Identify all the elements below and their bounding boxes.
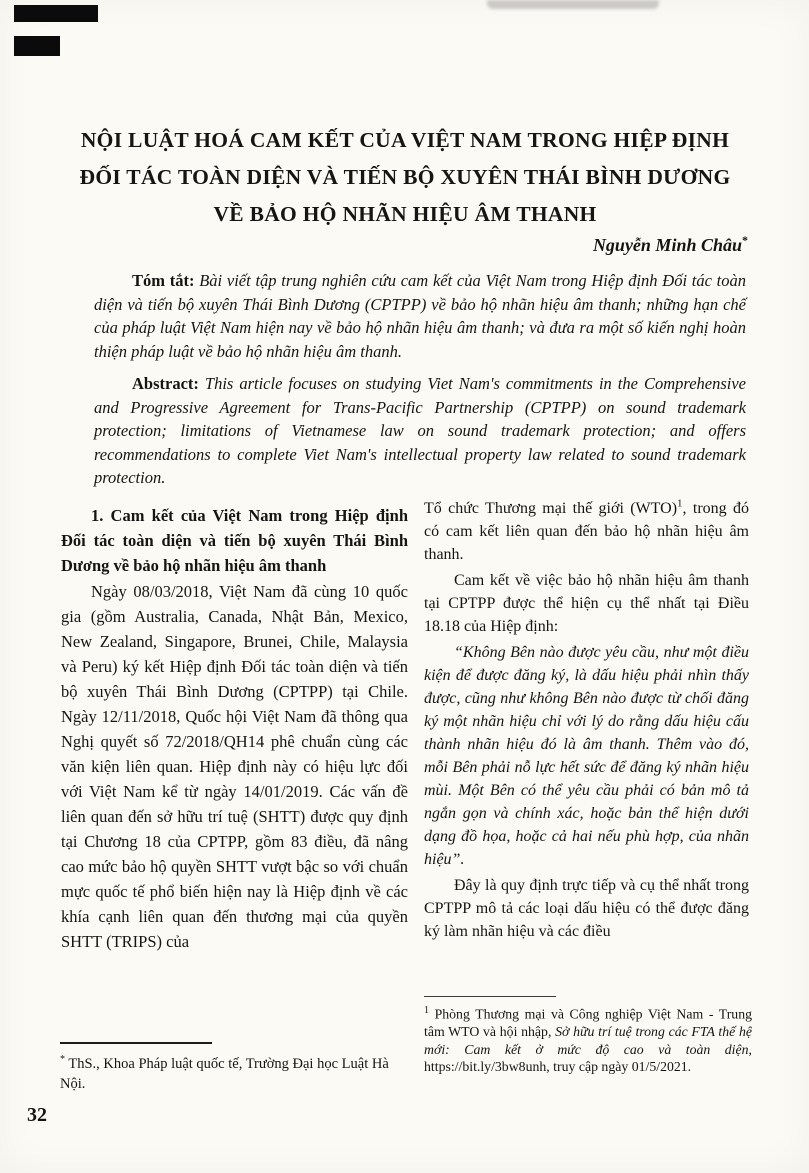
treaty-quote-paragraph: “Không Bên nào được yêu cầu, như một điều kiện để được đăng ký, là dấu hiệu phải nhìn thấy được, cũng như không Bên nào được từ chối đăng ký một nhãn hiệu chỉ với lý do rằng dấu hiệu cấu thành nhãn hiệu đó là âm thanh. Thêm vào đó, mỗi Bên phải nỗ lực hết sức để đăng ký nhãn hiệu mùi. Một Bên có thể yêu cầu phải có bản mô tả ngắn gọn và chính xác, hoặc bản thể hiện dưới dạng đồ họa, hoặc cả hai nếu phù hợp, của nhãn hiệu”. [424, 644, 749, 868]
abstract-en-label: Abstract: [132, 374, 199, 393]
author-name: Nguyễn Minh Châu [592, 235, 742, 255]
page-title: NỘI LUẬT HOÁ CAM KẾT CỦA VIỆT NAM TRONG HIỆP ĐỊNH ĐỐI TÁC TOÀN DIỆN VÀ TIẾN BỘ XUYÊN THÁI BÌNH DƯƠNG VỀ BẢO HỘ NHÃN HIỆU ÂM THANH [79, 128, 731, 227]
left-column [61, 503, 408, 954]
abstract-vi-label: Tóm tắt: [132, 271, 195, 290]
author-line [60, 233, 748, 256]
footnote-number: 1 [424, 1005, 429, 1016]
footnote-asterisk: * [60, 1054, 65, 1065]
abstract-vi-text: Bài viết tập trung nghiên cứu cam kết của Việt Nam trong Hiệp định Đối tác toàn diện và tiến bộ xuyên Thái Bình Dương (CPTPP) về bảo hộ nhãn hiệu âm thanh; những hạn chế của pháp luật Việt Nam hiện nay về bảo hộ nhãn hiệu âm thanh; và đưa ra một số kiến nghị hoàn thiện pháp luật về bảo hộ nhãn hiệu âm thanh. [94, 271, 747, 361]
footnote-text: Phòng Thương mại và Công nghiệp Việt Nam - Trung tâm WTO và hội nhập, [424, 1006, 752, 1040]
abstract-en-text: This article focuses on studying Viet Nam's commitments in the Comprehensive and Progressive Agreement for Trans-Pacific Partnership (CPTPP) on sound trademark protection; limitations of Vietnamese law on sound trademark protection; and offers recommendations to complete Viet Nam's intellectual property law related to sound trademark protection. [94, 374, 746, 487]
footnote-text: , https://bit.ly/3bw8unh, truy cập ngày 01/5/2021. [424, 1041, 752, 1075]
reference-footnote [424, 1002, 752, 1076]
footnote-text: ThS., Khoa Pháp luật quốc tế, Trường Đại học Luật Hà Nội. [60, 1055, 389, 1092]
author-footnote [60, 1050, 412, 1094]
footnote-separator [60, 1042, 212, 1044]
scan-artifact-bar [14, 36, 60, 56]
scan-smudge [487, 0, 659, 9]
abstract-vietnamese [94, 269, 746, 363]
page-number: 32 [27, 1104, 47, 1126]
body-paragraph: Ngày 08/03/2018, Việt Nam đã cùng 10 quốc gia (gồm Australia, Canada, Nhật Bản, Mexico, New Zealand, Singapore, Brunei, Chile, Malaysia và Peru) ký kết Hiệp định Đối tác toàn diện và tiến bộ xuyên Thái Bình Dương (CPTPP) tại Chile. Ngày 12/11/2018, Quốc hội Việt Nam đã thông qua Nghị quyết số 72/2018/QH14 phê chuẩn cùng các văn kiện liên quan. Hiệp định này có hiệu lực đối với Việt Nam kể từ ngày 14/01/2019. Các vấn đề liên quan đến sở hữu trí tuệ (SHTT) được quy định tại Chương 18 của CPTPP, gồm 83 điều, đã nâng cao mức bảo hộ quyền SHTT vượt bậc so với chuẩn mực quốc tế phổ biến hiện nay là Hiệp định về các khía cạnh liên quan đến thương mại của quyền SHTT (TRIPS) của [61, 582, 408, 951]
paragraph-text: , trong đó có cam kết liên quan đến bảo hộ nhãn hiệu âm thanh. [424, 500, 749, 563]
footnote-cited-title: Sở hữu trí tuệ trong các FTA thế hệ mới: Cam kết ở mức độ cao và toàn diện [424, 1024, 753, 1057]
abstract-block [94, 269, 746, 499]
body-paragraph: Đây là quy định trực tiếp và cụ thể nhất trong CPTPP mô tả các loại dấu hiệu có thể được đăng ký làm nhãn hiệu và các điều [424, 877, 749, 940]
author-footnote-mark: * [742, 233, 748, 247]
body-paragraph [424, 497, 749, 566]
scan-artifact-bar [14, 5, 98, 22]
footnote-separator [424, 996, 556, 997]
abstract-english [94, 372, 746, 490]
body-paragraph: Cam kết về việc bảo hộ nhãn hiệu âm thanh tại CPTPP được thể hiện cụ thể nhất tại Điều 18.18 của Hiệp định: [424, 572, 749, 635]
right-column [424, 497, 749, 946]
footnote-reference-mark: 1 [677, 497, 683, 510]
section-heading: 1. Cam kết của Việt Nam trong Hiệp định Đối tác toàn diện và tiến bộ xuyên Thái Bình Dương về bảo hộ nhãn hiệu âm thanh [61, 506, 408, 575]
paragraph-text: Tổ chức Thương mại thế giới (WTO) [424, 500, 678, 517]
